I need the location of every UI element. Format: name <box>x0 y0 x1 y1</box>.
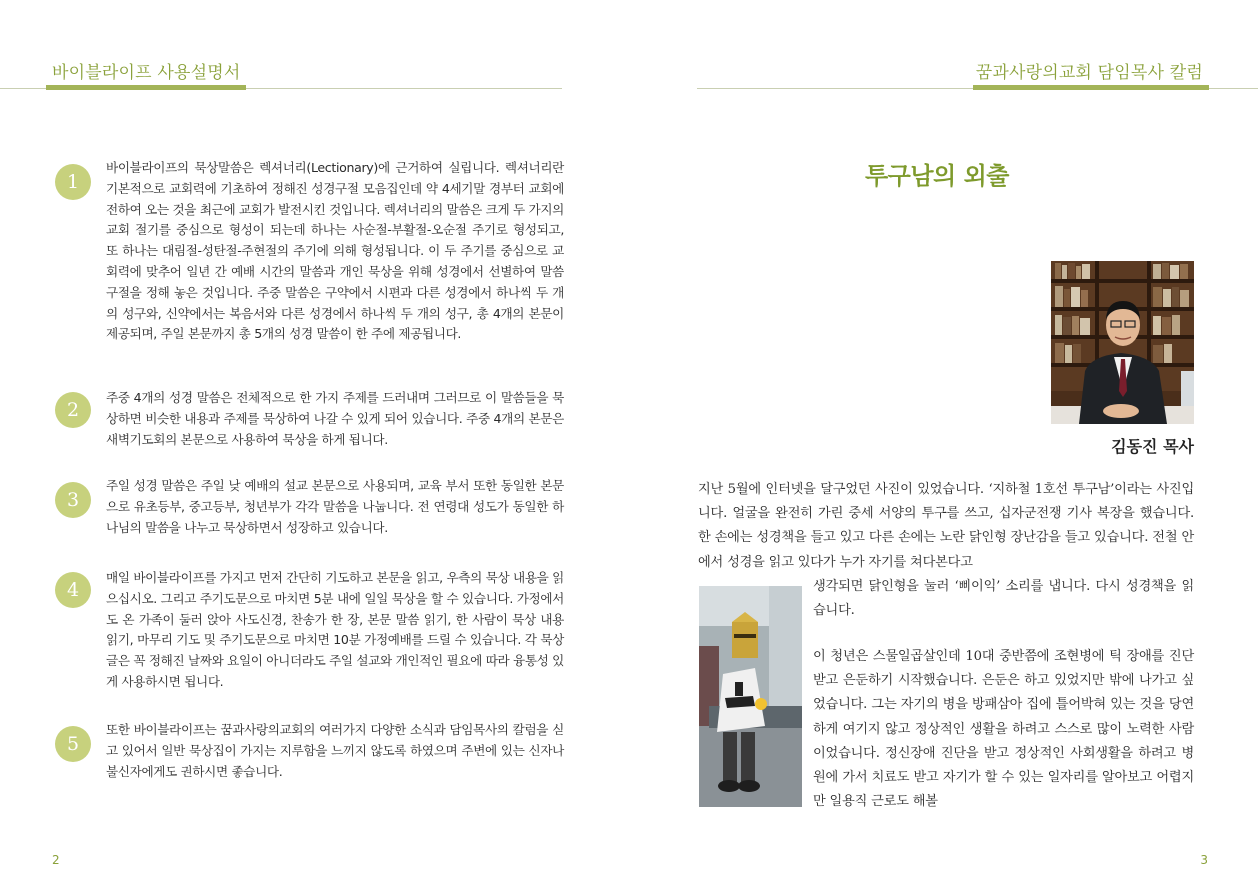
right-page <box>629 0 1258 892</box>
guide-item-text: 주중 4개의 성경 말씀은 전체적으로 한 가지 주제를 드러내며 그러므로 이 말씀들을 묵상하면 비슷한 내용과 주제를 묵상하여 나갈 수 있게 되어 있습니다. 주중 4개의 본문은 새벽기도회의 본문으로 사용하여 묵상을 하게 됩니다. <box>106 390 564 447</box>
left-header-title: 바이블라이프 사용설명서 <box>52 63 241 83</box>
column-paragraph-1-continued: 생각되면 닭인형을 눌러 ‘삐이익’ 소리를 냅니다. 다시 성경책을 읽습니다. <box>813 579 1194 619</box>
column-paragraph-1: 지난 5월에 인터넷을 달구었던 사진이 있었습니다. ‘지하철 1호선 투구남’이라는 사진입니다. 얼굴을 완전히 가린 중세 서양의 투구를 쓰고, 십자군전쟁 기사 복장을 했습니다. 한 손에는 성경책을 들고 있고 다른 손에는 노란 닭인형 장난감을 들고 있습니다. 전철 안에서 성경을 읽고 있다가 누가 자기를 쳐다본다고 <box>698 482 1194 570</box>
number-badge: 1 <box>55 164 91 200</box>
page-number: 2 <box>52 853 60 867</box>
number-badge: 5 <box>55 726 91 762</box>
page-number: 3 <box>1200 853 1208 867</box>
author-name: 김동진 목사 <box>1111 437 1194 456</box>
portrait-illustration <box>1051 261 1194 424</box>
column-paragraph-2: 이 청년은 스물일곱살인데 10대 중반쯤에 조현병에 틱 장애를 진단받고 은둔하기 시작했습니다. 은둔은 하고 있었지만 밖에 나가고 싶었습니다. 그는 자기의 병을 방패삼아 집에 틀어박혀 있는 것을 당연하게 여기지 않고 정상적인 생활을 하려고 스스로 많이 노력한 사람이었습니다. 정신장애 진단을 받고 정상적인 사회생활을 하려고 병원에 가서 치료도 받고 자기가 할 수 있는 일자리를 알아보고 어렵지만 일용직 근로도 해볼 <box>813 649 1194 810</box>
number-badge: 4 <box>55 572 91 608</box>
right-header-accent-bar <box>973 85 1209 90</box>
guide-item-text: 주일 성경 말씀은 주일 낮 예배의 설교 본문으로 사용되며, 교육 부서 또한 동일한 본문으로 유초등부, 중고등부, 청년부가 각각 말씀을 나눕니다. 전 연령대 성도가 동일한 하나님의 말씀을 나누고 묵상하면서 성장하고 있습니다. <box>106 478 564 535</box>
helmet-man-subway-photo <box>699 586 802 807</box>
pastor-portrait-photo <box>1051 261 1194 424</box>
number-badge: 2 <box>55 392 91 428</box>
guide-item-text: 또한 바이블라이프는 꿈과사랑의교회의 여러가지 다양한 소식과 담임목사의 칼럼을 싣고 있어서 일반 묵상집이 가지는 지루함을 느끼지 않도록 하였으며 주변에 있는 신자나 불신자에게도 권하시면 좋습니다. <box>106 722 564 779</box>
guide-item-text: 바이블라이프의 묵상말씀은 렉셔너리(Lectionary)에 근거하여 실립니다. 렉셔너리란 기본적으로 교회력에 기초하여 정해진 성경구절 모음집인데 약 4세기말 경부터 교회에 전하여 오는 것을 최근에 교회가 발전시킨 것입니다. 렉셔너리의 말씀은 크게 두 가지의 교회 절기를 중심으로 형성이 되는데 하나는 사순절-부활절-오순절 주기로 형성되고, 또 하나는 대림절-성탄절-주현절의 주기에 의해 형성됩니다. 이 두 주기를 중심으로 교회력에 맞추어 일년 간 예배 시간의 말씀과 개인 묵상을 위해 성경에서 선별하여 말씀 구절을 정해 놓은 것입니다. 주중 말씀은 구약에서 시편과 다른 성경에서 하나씩 두 개의 성구와, 신약에서는 복음서와 다른 성경에서 하나씩 두 개의 성구, 총 4개의 본문이 제공되며, 주일 본문까지 총 5개의 성경 말씀이 한 주에 제공됩니다. <box>106 160 564 342</box>
column-title: 투구남의 외출 <box>865 162 1009 190</box>
number-badge: 3 <box>55 482 91 518</box>
guide-item-text: 매일 바이블라이프를 가지고 먼저 간단히 기도하고 본문을 읽고, 우측의 묵상 내용을 읽으십시오. 그리고 주기도문으로 마치면 5분 내에 일일 묵상을 할 수 있습니다. 가정에서도 온 가족이 둘러 앉아 사도신경, 찬송가 한 장, 본문 말씀 읽기, 한 사람이 묵상 내용 읽기, 마무리 기도 및 주기도문으로 마치면 10분 가정예배를 드릴 수 있습니다. 각 묵상글은 꼭 정해진 날짜와 요일이 아니더라도 주일 설교와 개인적인 필요에 따라 융통성 있게 사용하시면 됩니다. <box>106 570 564 689</box>
left-header-accent-bar <box>46 85 246 90</box>
right-header-title: 꿈과사랑의교회 담임목사 칼럼 <box>975 63 1203 83</box>
subway-illustration <box>699 586 802 807</box>
